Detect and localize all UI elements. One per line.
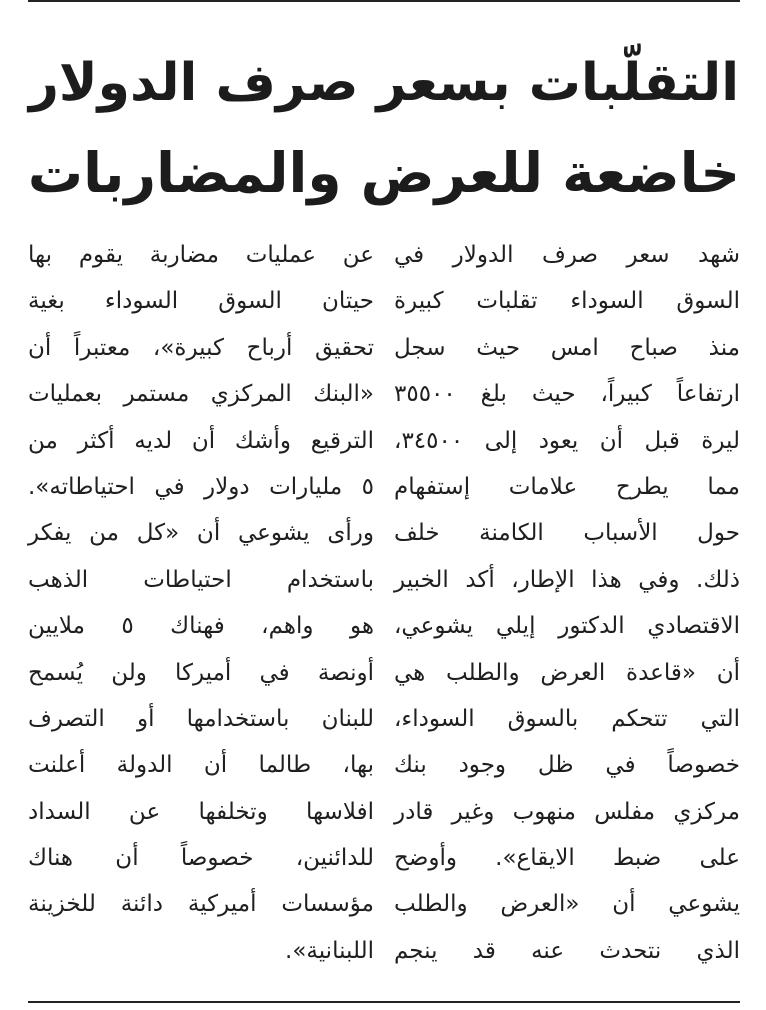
body-line: مركزي مفلس منهوب وغير قادر: [394, 798, 740, 825]
body-line: عن عمليات مضاربة يقوم بها: [28, 242, 374, 268]
body-line: الاقتصادي الدكتور إيلي يشوعي،: [394, 613, 740, 640]
body-line: حول الأسباب الكامنة خلف: [394, 520, 740, 547]
body-line: للبنان باستخدامها أو التصرف: [28, 705, 374, 732]
article-body: [28, 232, 740, 992]
headline-line-1: التقلّبات بسعر صرف الدولار: [28, 53, 740, 113]
headline: [28, 38, 740, 218]
column-right: [394, 232, 740, 992]
body-line: السوق السوداء تقلبات كبيرة: [394, 288, 740, 315]
body-line-final: اللبنانية».: [285, 937, 374, 964]
body-line: ليرة قبل أن يعود إلى ٣٤٥٠٠،: [394, 427, 740, 454]
body-line: شهد سعر صرف الدولار في: [394, 242, 740, 268]
bottom-rule: [28, 1001, 740, 1003]
body-line: على ضبط الايقاع». وأوضح: [394, 845, 740, 872]
body-line: مما يطرح علامات إستفهام: [394, 473, 740, 500]
top-rule: [28, 0, 740, 2]
body-line: ورأى يشوعي أن «كل من يفكر: [28, 520, 374, 547]
body-line: بها، طالما أن الدولة أعلنت: [28, 752, 374, 779]
body-line: ذلك. وفي هذا الإطار، أكد الخبير: [394, 566, 740, 593]
body-line: افلاسها وتخلفها عن السداد: [28, 798, 374, 825]
body-line: ارتفاعاً كبيراً، حيث بلغ ٣٥٥٠٠: [394, 381, 740, 408]
body-line: الترقيع وأشك أن لديه أكثر من: [28, 427, 374, 454]
body-line: باستخدام احتياطات الذهب: [28, 566, 374, 593]
body-line: للدائنين، خصوصاً أن هناك: [28, 845, 374, 872]
body-line: حيتان السوق السوداء بغية: [28, 288, 374, 315]
body-line: أن «قاعدة العرض والطلب هي: [394, 659, 740, 686]
body-line: خصوصاً في ظل وجود بنك: [394, 752, 740, 779]
body-line: مؤسسات أميركية دائنة للخزينة: [28, 891, 374, 918]
body-line: الذي نتحدث عنه قد ينجم: [394, 937, 740, 964]
column-left: [28, 232, 374, 992]
headline-line-2: خاضعة للعرض والمضاربات: [27, 141, 740, 205]
body-line: «البنك المركزي مستمر بعمليات: [28, 381, 374, 408]
body-line: ٥ مليارات دولار في احتياطاته».: [28, 473, 374, 500]
body-line: منذ صباح امس حيث سجل: [394, 334, 740, 361]
body-line: التي تتحكم بالسوق السوداء،: [394, 705, 740, 732]
body-line: يشوعي أن «العرض والطلب: [394, 891, 740, 918]
body-line: أونصة في أميركا ولن يُسمح: [28, 659, 374, 686]
body-line: تحقيق أرباح كبيرة»، معتبراً أن: [28, 334, 374, 361]
body-line: هو واهم، فهناك ٥ ملايين: [28, 613, 374, 640]
